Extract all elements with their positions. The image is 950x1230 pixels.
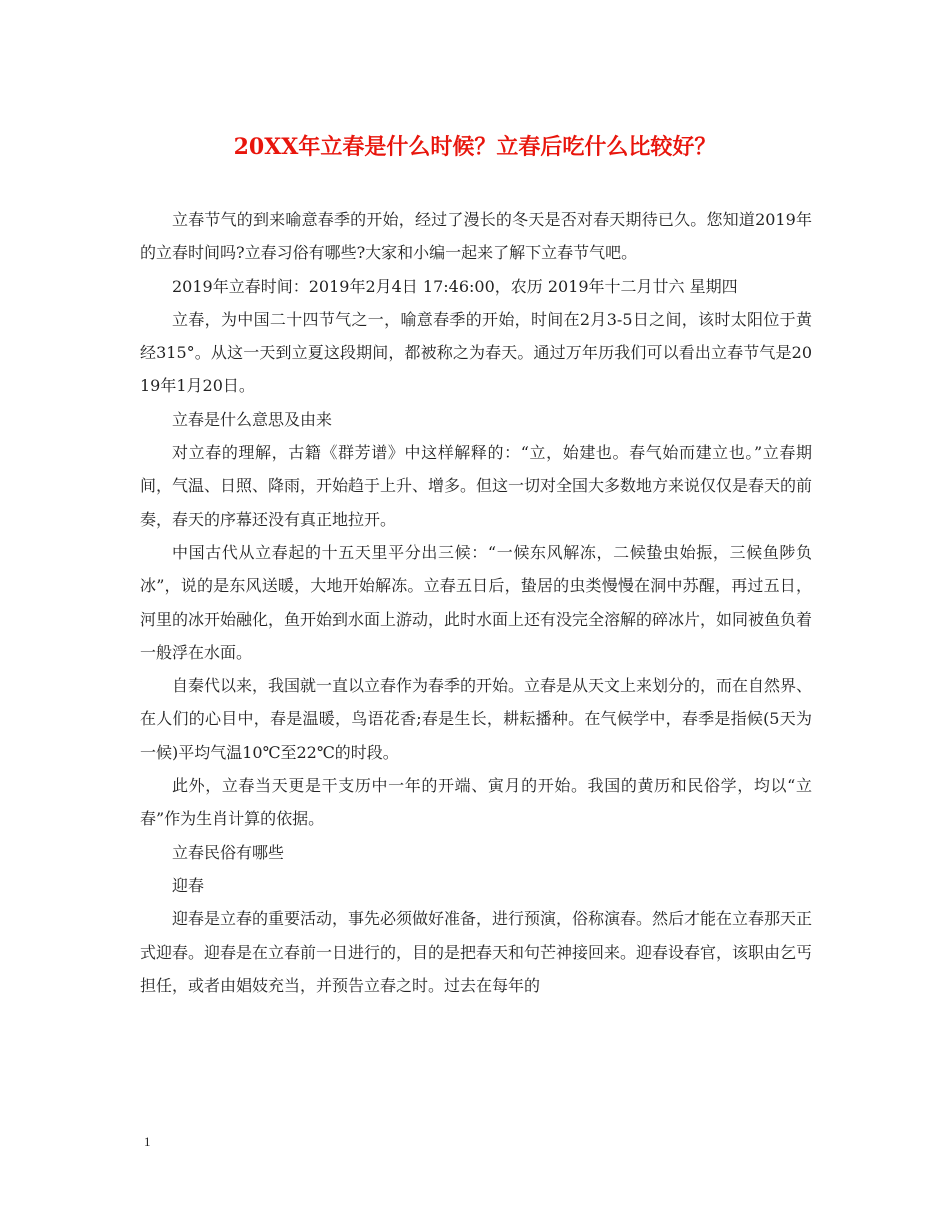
paragraph-three-phases: 中国古代从立春起的十五天里平分出三候：“一候东风解冻，二候蛰虫始振，三候鱼陟负冰”，说的是东风送暖，大地开始解冻。立春五日后，蛰居的虫类慢慢在洞中苏醒，再过五日，河里的冰开始融化，鱼开始到水面上游动，此时水面上还有没完全溶解的碎冰片，如同被鱼负着一般浮在水面。 — [140, 542, 813, 662]
paragraph-calendar: 此外，立春当天更是干支历中一年的开端、寅月的开始。我国的黄历和民俗学，均以“立春”作为生肖计算的依据。 — [140, 776, 812, 829]
section-heading-welcome-spring: 迎春 — [172, 875, 205, 895]
paragraph-date: 2019年立春时间：2019年2月4日 17:46:00，农历 2019年十二月廿六 星期四 — [172, 276, 738, 296]
paragraph-welcome-spring: 迎春是立春的重要活动，事先必须做好准备，进行预演，俗称演春。然后才能在立春那天正式迎春。迎春是在立春前一日进行的，目的是把春天和句芒神接回来。迎春设春官，该职由乞丐担任，或者由娼妓充当，并预告立春之时。过去在每年的 — [140, 909, 813, 995]
paragraph-definition: 立春，为中国二十四节气之一，喻意春季的开始，时间在2月3-5日之间，该时太阳位于黄经315°。从这一天到立夏这段期间，都被称之为春天。通过万年历我们可以看出立春节气是2019年1月20日。 — [140, 309, 812, 396]
section-heading-meaning: 立春是什么意思及由来 — [172, 409, 333, 429]
document-body — [140, 203, 812, 1002]
page-number: 1 — [144, 1134, 151, 1149]
document-title: 20XX年立春是什么时候？立春后吃什么比较好？ — [233, 134, 717, 160]
section-heading-customs: 立春民俗有哪些 — [172, 842, 285, 862]
paragraph-intro: 立春节气的到来喻意春季的开始，经过了漫长的冬天是否对春天期待已久。您知道2019年的立春时间吗?立春习俗有哪些?大家和小编一起来了解下立春节气吧。 — [140, 210, 812, 263]
paragraph-meaning: 对立春的理解，古籍《群芳谱》中这样解释的：“立，始建也。春气始而建立也。”立春期间，气温、日照、降雨，开始趋于上升、增多。但这一切对全国大多数地方来说仅仅是春天的前奏，春天的序幕还没有真正地拉开。 — [140, 443, 813, 529]
paragraph-history: 自秦代以来，我国就一直以立春作为春季的开始。立春是从天文上来划分的，而在自然界、在人们的心目中，春是温暖，鸟语花香;春是生长，耕耘播种。在气候学中，春季是指候(5天为一候)平均气温10℃至22℃的时段。 — [140, 676, 813, 762]
